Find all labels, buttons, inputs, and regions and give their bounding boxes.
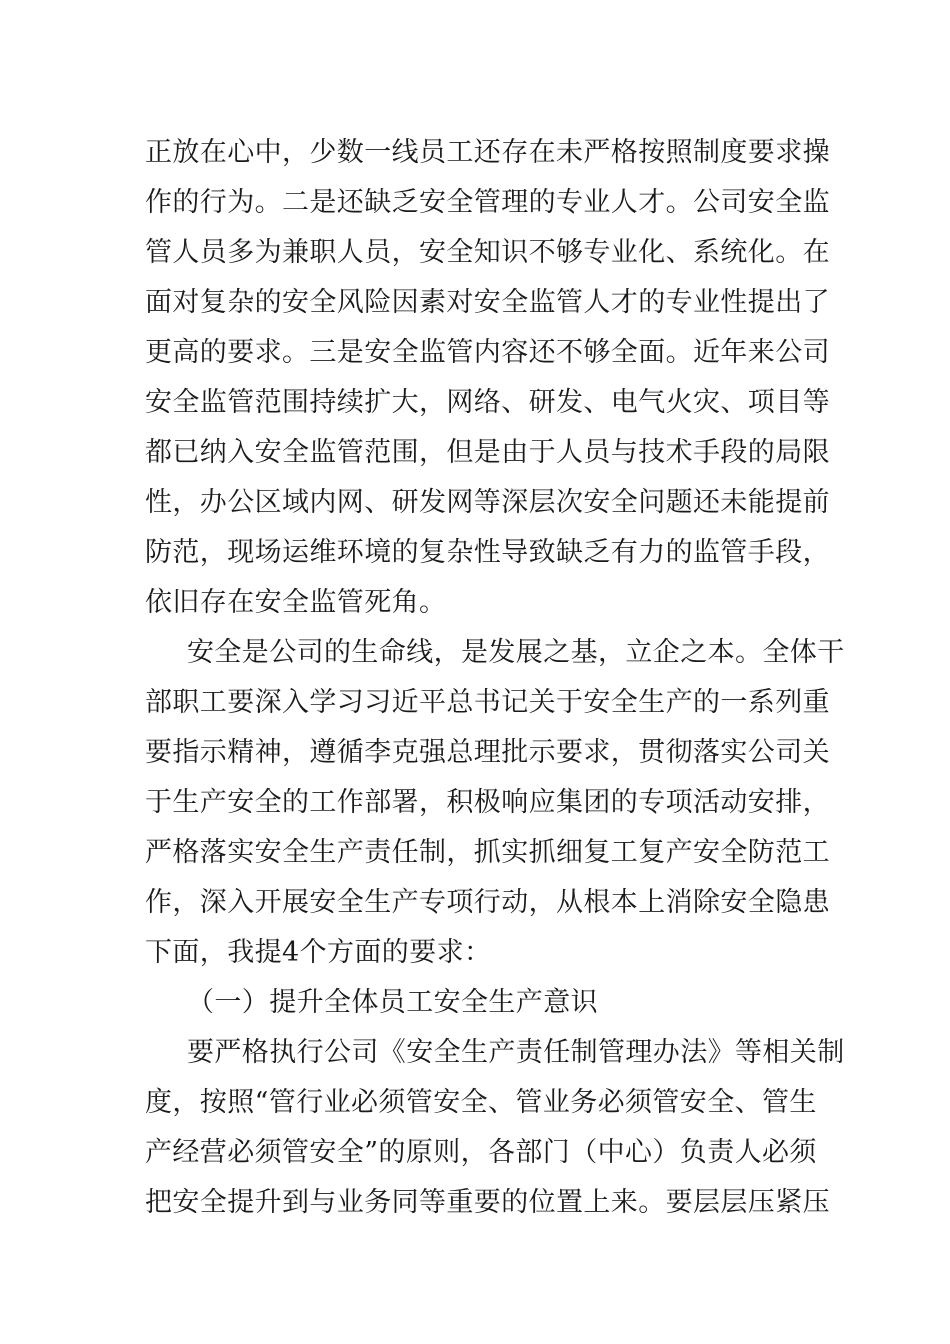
text-line: 管人员多为兼职人员，安全知识不够专业化、系统化。在 <box>145 237 830 268</box>
text-line: 于生产安全的工作部署，积极响应集团的专项活动安排， <box>145 787 830 818</box>
text-line: 更高的要求。三是安全监管内容还不够全面。近年来公司 <box>145 337 830 368</box>
text-line: 下面，我提4个方面的要求： <box>145 937 492 968</box>
text-line: 依旧存在安全监管死角。 <box>145 587 447 618</box>
text-line: 防范，现场运维环境的复杂性导致缺乏有力的监管手段， <box>145 537 830 568</box>
text-line: 正放在心中，少数一线员工还存在未严格按照制度要求操 <box>145 137 830 168</box>
text-line: 性，办公区域内网、研发网等深层次安全问题还未能提前 <box>145 487 830 518</box>
text-line: 要严格执行公司《安全生产责任制管理办法》等相关制 <box>187 1037 845 1068</box>
text-line: 要指示精神，遵循李克强总理批示要求，贯彻落实公司关 <box>145 737 830 768</box>
text-line: 严格落实安全生产责任制，抓实抓细复工复产安全防范工 <box>145 837 830 868</box>
text-line: 都已纳入安全监管范围，但是由于人员与技术手段的局限 <box>145 437 830 468</box>
section-heading: （一）提升全体员工安全生产意识 <box>187 987 598 1018</box>
text-line: 部职工要深入学习习近平总书记关于安全生产的一系列重 <box>145 687 830 718</box>
text-line: 产经营必须管安全”的原则，各部门（中心）负责人必须 <box>145 1137 817 1168</box>
text-line: 度，按照“管行业必须管安全、管业务必须管安全、管生 <box>145 1087 817 1118</box>
text-line: 作，深入开展安全生产专项行动，从根本上消除安全隐患 <box>145 887 830 918</box>
text-line: 面对复杂的安全风险因素对安全监管人才的专业性提出了 <box>145 287 830 318</box>
text-line: 安全是公司的生命线，是发展之基，立企之本。全体干 <box>187 637 845 668</box>
text-line: 把安全提升到与业务同等重要的位置上来。要层层压紧压 <box>145 1187 830 1218</box>
text-line: 安全监管范围持续扩大，网络、研发、电气火灾、项目等 <box>145 387 830 418</box>
text-line: 作的行为。二是还缺乏安全管理的专业人才。公司安全监 <box>145 187 830 218</box>
